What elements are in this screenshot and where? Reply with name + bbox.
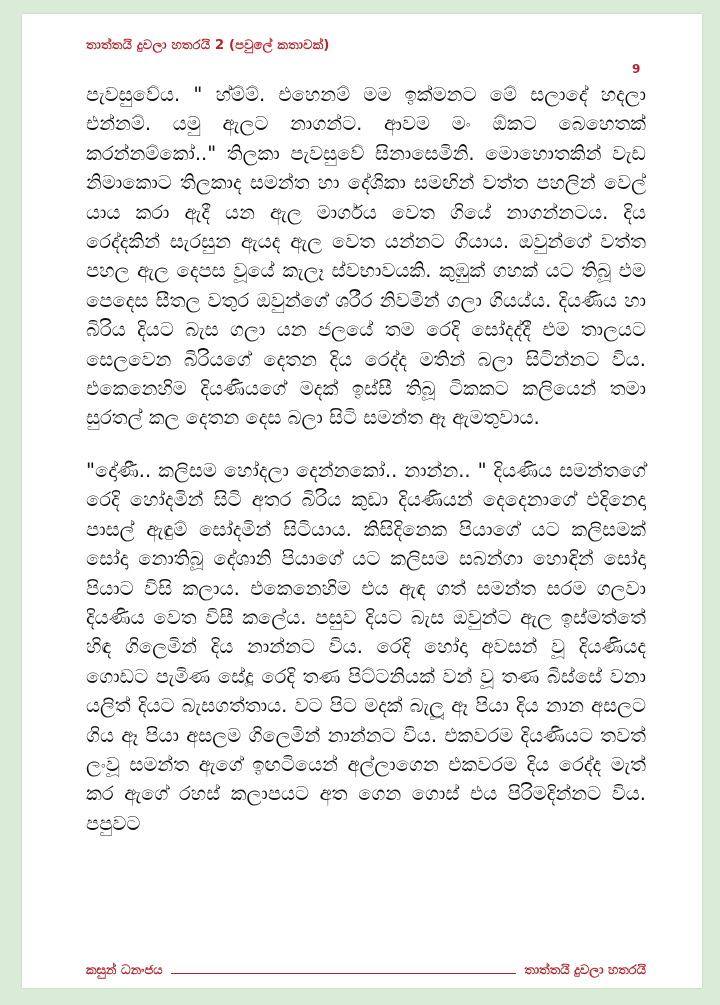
page-footer xyxy=(86,958,646,978)
body-text xyxy=(86,80,646,838)
page-number: 9 xyxy=(632,62,641,76)
paragraph-2: "දෝණී.. කලිසම හෝදලා දෙන්නකෝ.. නාන්න.. " දියණිය සමන්තගේ රෙදි හෝදමින් සිටි අතර බිරිය කුඩා දියණියන් දෙදෙනාගේ එදිනෙදා පාසල් ඇඳුම් සෝදමින් සිටියාය. කිසිදිනෙක පියාගේ යට කලිසමක් සෝදා නොතිබූ දේශානි පියාගේ යට කලිසම සබන්ගා හොඳින් සෝදා පියාට විසි කලාය. එකෙනෙහිම එය ඇඳ ගත් සමන්ත සරම ගලවා දියණිය වෙත විසී කලේය. පසුව දියට බැස ඔවුන්ට ඇල ඉස්මත්තේ හිඳ ගිලෙමින් දිය නාන්නට විය. රෙදි හෝදා අවසන් වූ දියණියද ගොඩට පැමිණ සේදූ රෙදි තණ පිට්ටනියක් වන් වූ තණ බිස්සේ වනා යලිත් දියට බැසගත්තාය. වට පිට මදක් බැලූ ඈ පියා දිය නාන අසලට ගිය ඈ පියා අසලම ගිලෙමින් නාන්නට විය. එකවරම දියණියට තවත් ලංවූ සමන්ත ඇගේ ඉඟටියෙන් අල්ලාගෙන එකවරම දිය රෙද්ද මැත් කර ඇගේ රහස් කලාපයට අත ගෙන ගොස් එය පිරිමදින්නට විය. පපුවට xyxy=(86,458,646,835)
footer-book-title: තාත්තයි දුවලා හතරයි xyxy=(524,963,646,978)
paragraph-1: පැවසුවේය. " හ්ම්ම්. එහෙනම් මම ඉක්මනට මේ සලාදේ හදලා එන්නම්. යමු ඇලට නාගන්ට. ආවම මං ඕකට බෙහෙතක් කරන්නම්කෝ.." තිලකා පැවසුවේ සිනාසෙමිනි. මොහොතකින් වැඩ නිමාකොට තිලකාද සමන්ත හා දේශිකා සමඟින් වත්ත පහලින් වෙල් යාය කරා ඇදී යන ඇල මාර්ගය වෙත ගියේ නාගන්නටය. දිය රෙද්දකින් සැරසුන ඇයද ඇල වෙත යන්නට ගියාය. ඔවුන්ගේ වත්ත පහල ඇල දෙපස වූයේ කැලෑ ස්වභාවයකි. කුඹුක් ගහක් යට තිබූ එම පෙදෙස සීතල වතුර ඔවුන්ගේ ශරීර නිවමින් ගලා ගියය්ය. දියණිය හා බිරිය දියට බැස ගලා යන ජලයේ තම රෙදි සෝදද්දී එම තාලයට සෙලවෙන බිරියගේ දෙතන දිය රෙද්ද මතින් බලා සිටින්නට විය. එකෙනෙහිම දියණියගේ මදක් ඉස්සී තිබූ ටිකකට කලියෙන් තමා සුරතල් කල දෙතන දෙස බලා සිටි සමන්ත ඈ ඇමතුවාය. xyxy=(86,83,646,430)
header-title: තාත්තයි දුවලා හතරයි 2 (පවුලේ කතාවක්) xyxy=(86,38,330,53)
footer-author: කසුන් ධනංජය xyxy=(86,963,163,978)
footer-divider xyxy=(171,973,517,974)
document-page xyxy=(22,14,702,988)
